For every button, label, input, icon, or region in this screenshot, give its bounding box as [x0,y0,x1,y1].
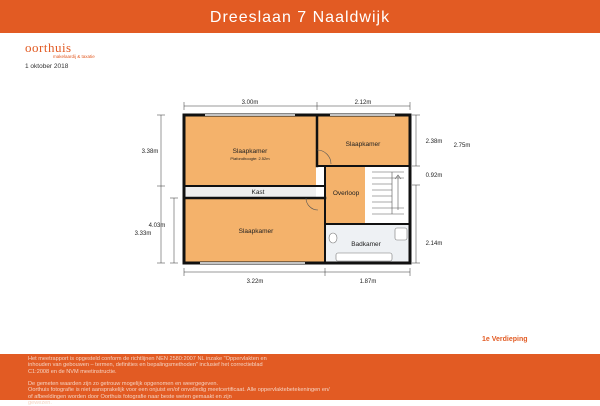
stair-area [366,166,410,224]
dim-top-left: 3.00m [241,100,259,106]
room-note-ceiling-height: Plafondhoogte: 2.52m [230,156,270,161]
page-title: Dreeslaan 7 Naaldwijk [209,9,391,26]
room-label-bedroom-3: Slaapkamer [238,228,274,235]
dim-bottom-left: 3.22m [246,279,264,285]
logo-wordmark: oorthuis [25,40,72,55]
disclaimer-text-2: De gemeten waarden zijn zo getrouw mogelijk opgenomen en weergegeven. Oorthuis fotografie is niet aansprakelijk voor een onjuist en/of onvolledig meetcertificaat. Alle oppervlaktebetekeningen en/ of afbeeldingen worden door Oorthuis fotografie naar beste weten gemaakt en zijn gewezen. [28,381,330,406]
dim-left-upper: 3.38m [141,149,159,155]
floor-label: 1e Verdieping [482,336,528,343]
footer-bar [0,354,600,406]
dim-right-2: 2.75m [453,143,471,149]
disclaimer-text-1: Het meetrapport is opgesteld conform de richtlijnen NEN 2580:2007 NL inzake "Oppervlakten en inhouden van gebouwen – termen, definities en bepalingsmethoden" inclusief het correctieblad C1:2008 en de NVM meetinstructie. [28,356,267,375]
dim-left-lower-outer: 3.33m [134,231,152,237]
room-label-bathroom: Badkamer [351,241,381,248]
closet-area [184,186,316,198]
report-date: 1 oktober 2018 [25,63,69,70]
dim-left-lower: 4.03m [148,223,166,229]
dim-right-3: 0.92m [425,173,443,179]
room-label-bedroom-2: Slaapkamer [345,141,381,148]
dim-right-1: 2.38m [425,139,443,145]
logo-tagline: makelaardij & taxatie [53,54,95,59]
dim-bottom-right: 1.87m [359,279,377,285]
room-label-bedroom-1: Slaapkamer [232,148,268,155]
dim-top-right: 2.12m [354,100,372,106]
dim-right-4: 2.14m [425,241,443,247]
room-label-landing: Overloop [332,190,360,197]
room-label-closet: Kast [251,189,265,196]
